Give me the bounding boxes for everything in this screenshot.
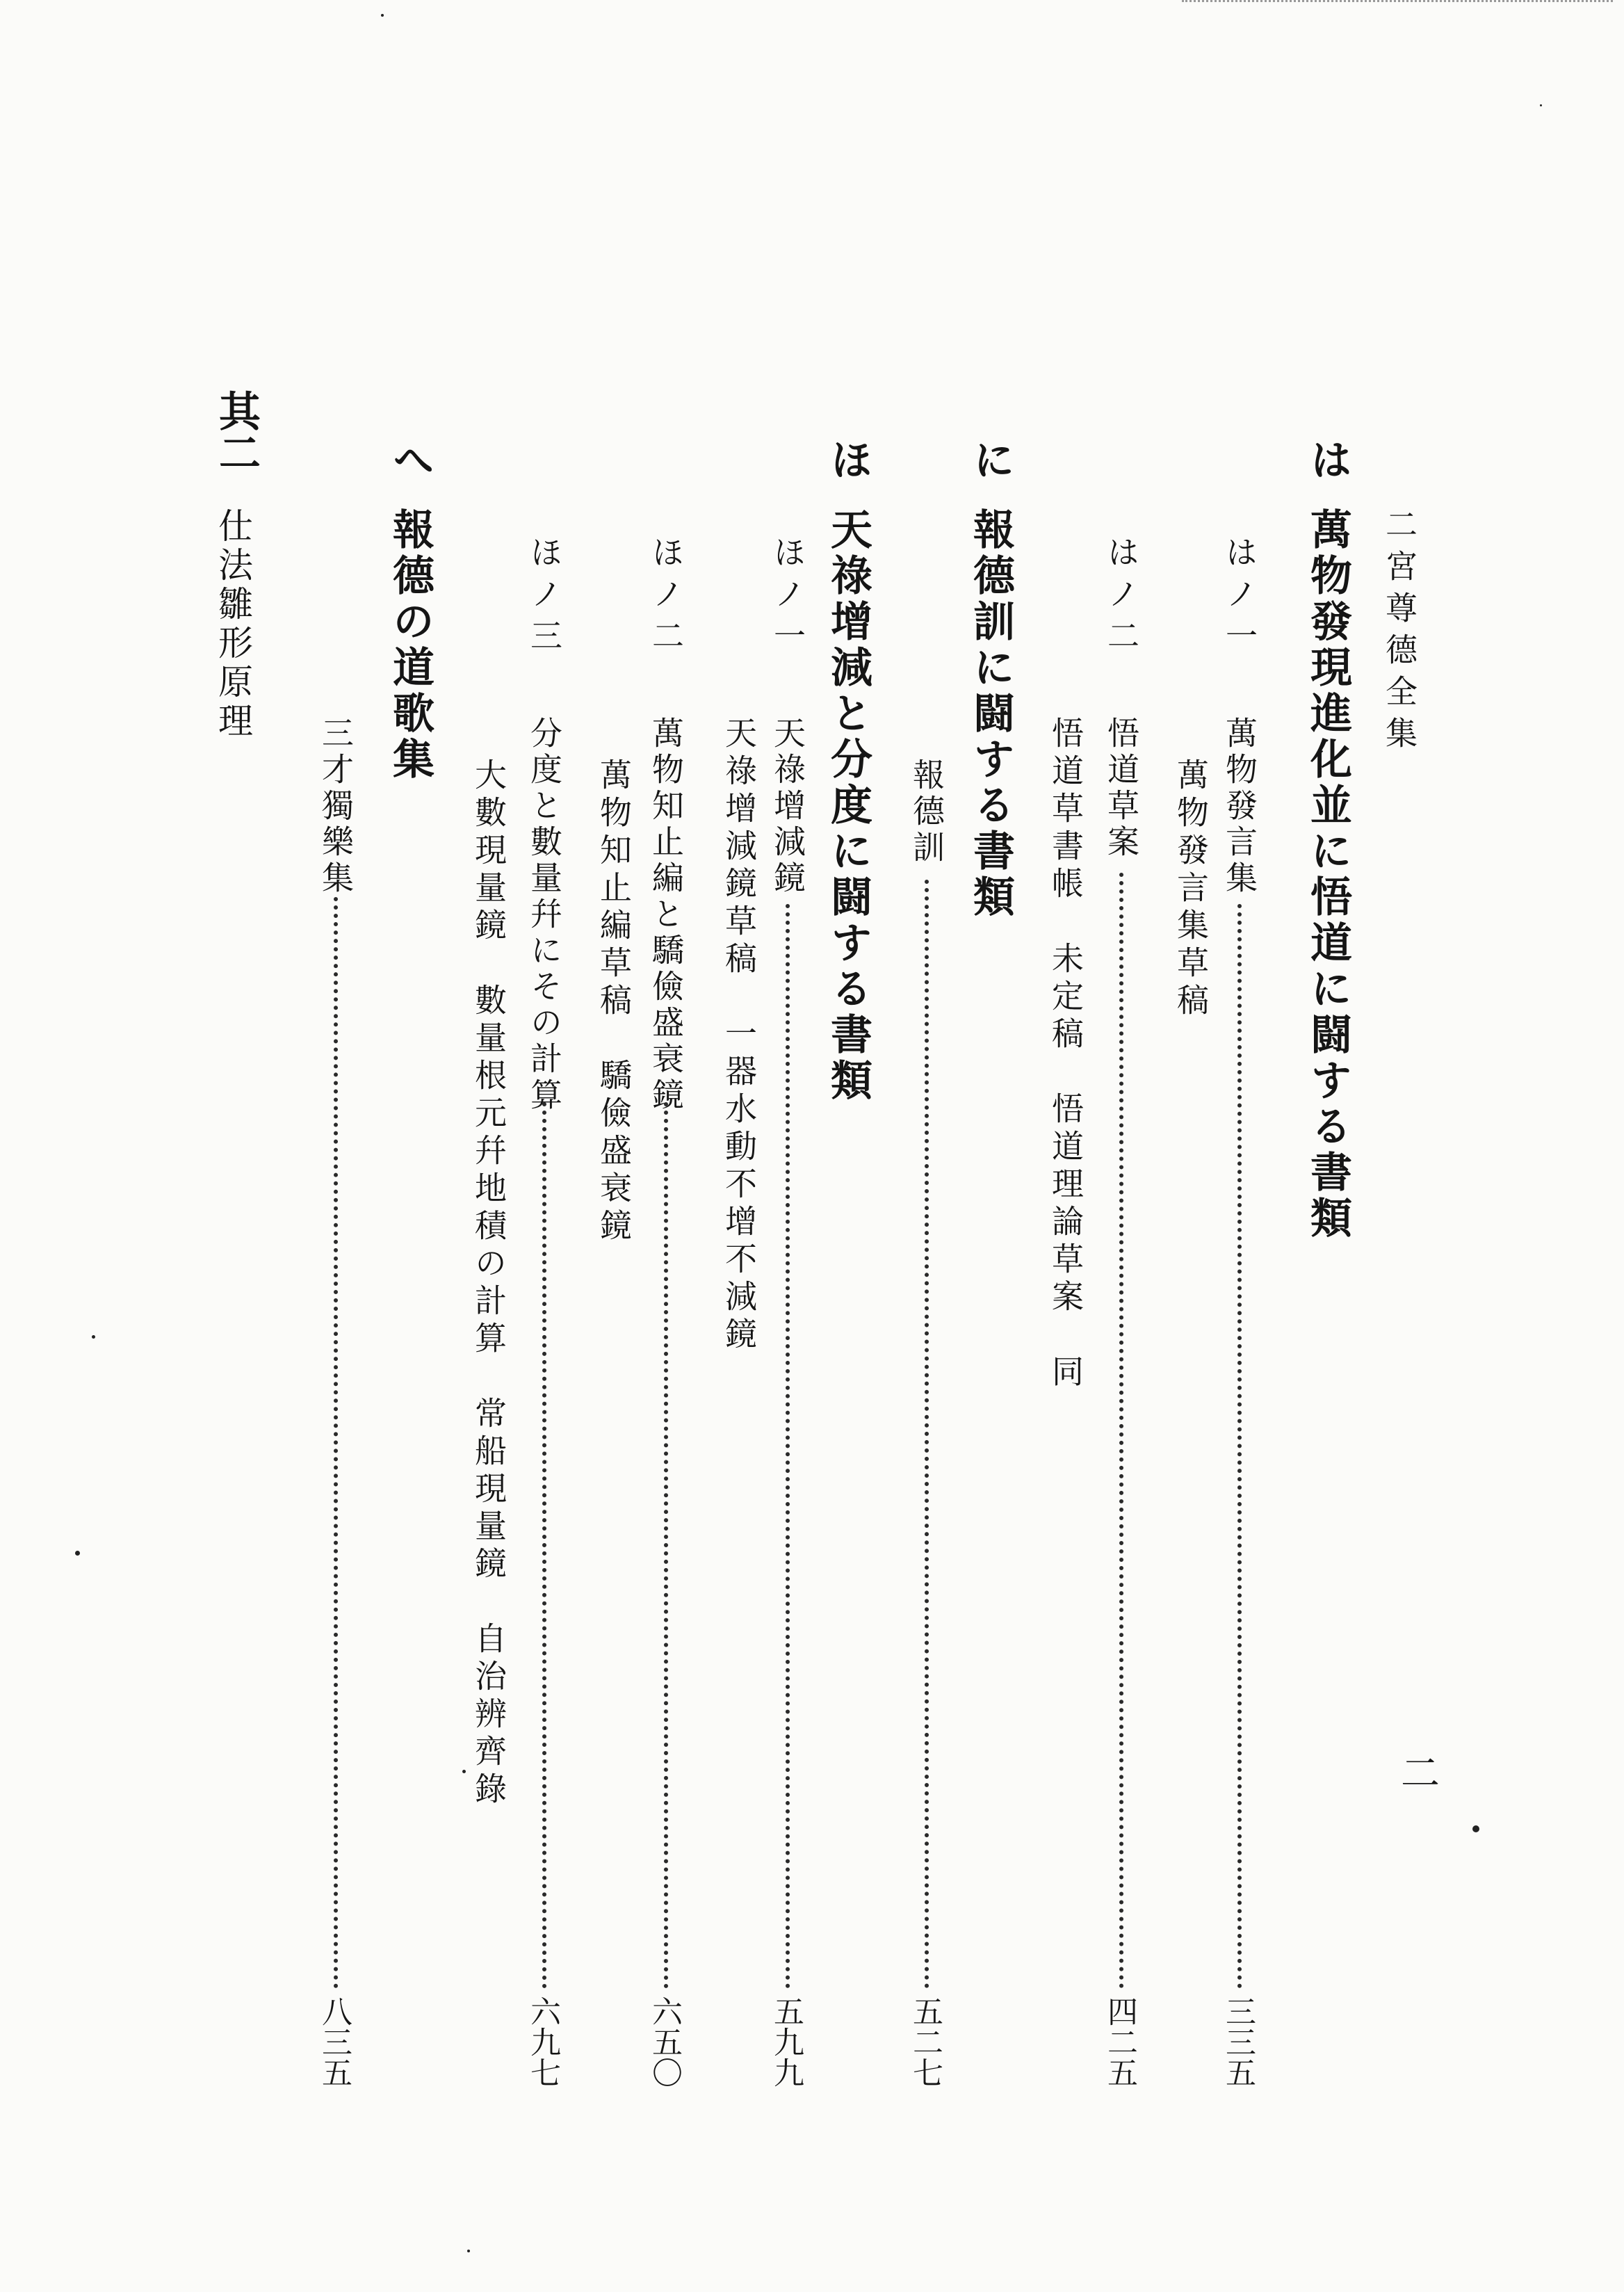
section-letter-ni: に [966, 438, 1015, 480]
item-subtitle: 天祿增減鏡草稿 一器水動不增不減鏡 [720, 716, 758, 1355]
scan-edge-noise [1182, 0, 1613, 6]
item-subtitle: 萬物發言集草稿 [1172, 758, 1210, 1021]
item-title: 悟道草案 [1103, 716, 1140, 861]
item-page: 八三五 [316, 1996, 352, 2088]
item-subtitle: 大數現量鏡 數量根元幷地積の計算 常船現量鏡 自治辨齊錄 [470, 758, 508, 1809]
scan-speck [467, 2250, 470, 2252]
scan-speck [1540, 104, 1542, 106]
item-title: 三才獨樂集 [317, 716, 355, 897]
section-title-ha: 萬物發現進化並に悟道に闘する書類 [1304, 508, 1352, 1242]
part-label: 其二 [212, 389, 261, 473]
item-marker: ほノ三 [526, 535, 563, 661]
item-marker: ほノ一 [769, 535, 806, 661]
item-title: 報德訓 [908, 758, 945, 866]
scan-speck [381, 14, 384, 17]
section-title-he: 報德の道歌集 [386, 508, 435, 783]
scan-speck [92, 1335, 95, 1339]
item-page: 六五〇 [647, 1996, 682, 2088]
item-title: 萬物知止編と驕儉盛衰鏡 [647, 716, 685, 1114]
dot-leader [786, 904, 790, 1989]
page-number: 二 [1395, 1752, 1440, 1791]
running-title: 二宮尊德全集 [1381, 508, 1418, 758]
scan-speck [462, 1770, 466, 1773]
item-page: 三三五 [1220, 1996, 1256, 2088]
item-page: 四二五 [1102, 1996, 1137, 2088]
item-title: 分度と數量幷にその計算 [526, 716, 563, 1114]
dot-leader [925, 880, 929, 1989]
part-title: 仕法雛形原理 [213, 508, 253, 741]
section-letter-he: へ [386, 438, 435, 480]
section-letter-ha: は [1304, 438, 1352, 480]
item-page: 六九七 [525, 1996, 560, 2088]
item-marker: はノ一 [1221, 535, 1258, 661]
section-title-ni: 報德訓に闘する書類 [966, 508, 1015, 921]
item-title: 萬物發言集 [1221, 716, 1258, 897]
item-title: 天祿增減鏡 [769, 716, 806, 897]
item-subtitle: 萬物知止編草稿 驕儉盛衰鏡 [595, 758, 633, 1246]
item-subtitle: 悟道草書帳 未定稿 悟道理論草案 同 [1047, 716, 1085, 1392]
item-marker: ほノ二 [647, 535, 685, 661]
section-title-ho: 天祿增減と分度に闘する書類 [824, 508, 872, 1104]
section-letter-ho: ほ [824, 438, 872, 480]
dot-leader [1237, 904, 1242, 1989]
scan-speck [75, 1551, 80, 1556]
scan-speck [1472, 1825, 1479, 1832]
dot-leader [1119, 873, 1123, 1989]
item-marker: はノ二 [1103, 535, 1140, 661]
dot-leader [334, 897, 338, 1989]
dot-leader [542, 1102, 546, 1989]
dot-leader [664, 1102, 668, 1989]
item-page: 五九九 [768, 1996, 804, 2088]
item-page: 五二七 [907, 1996, 943, 2088]
